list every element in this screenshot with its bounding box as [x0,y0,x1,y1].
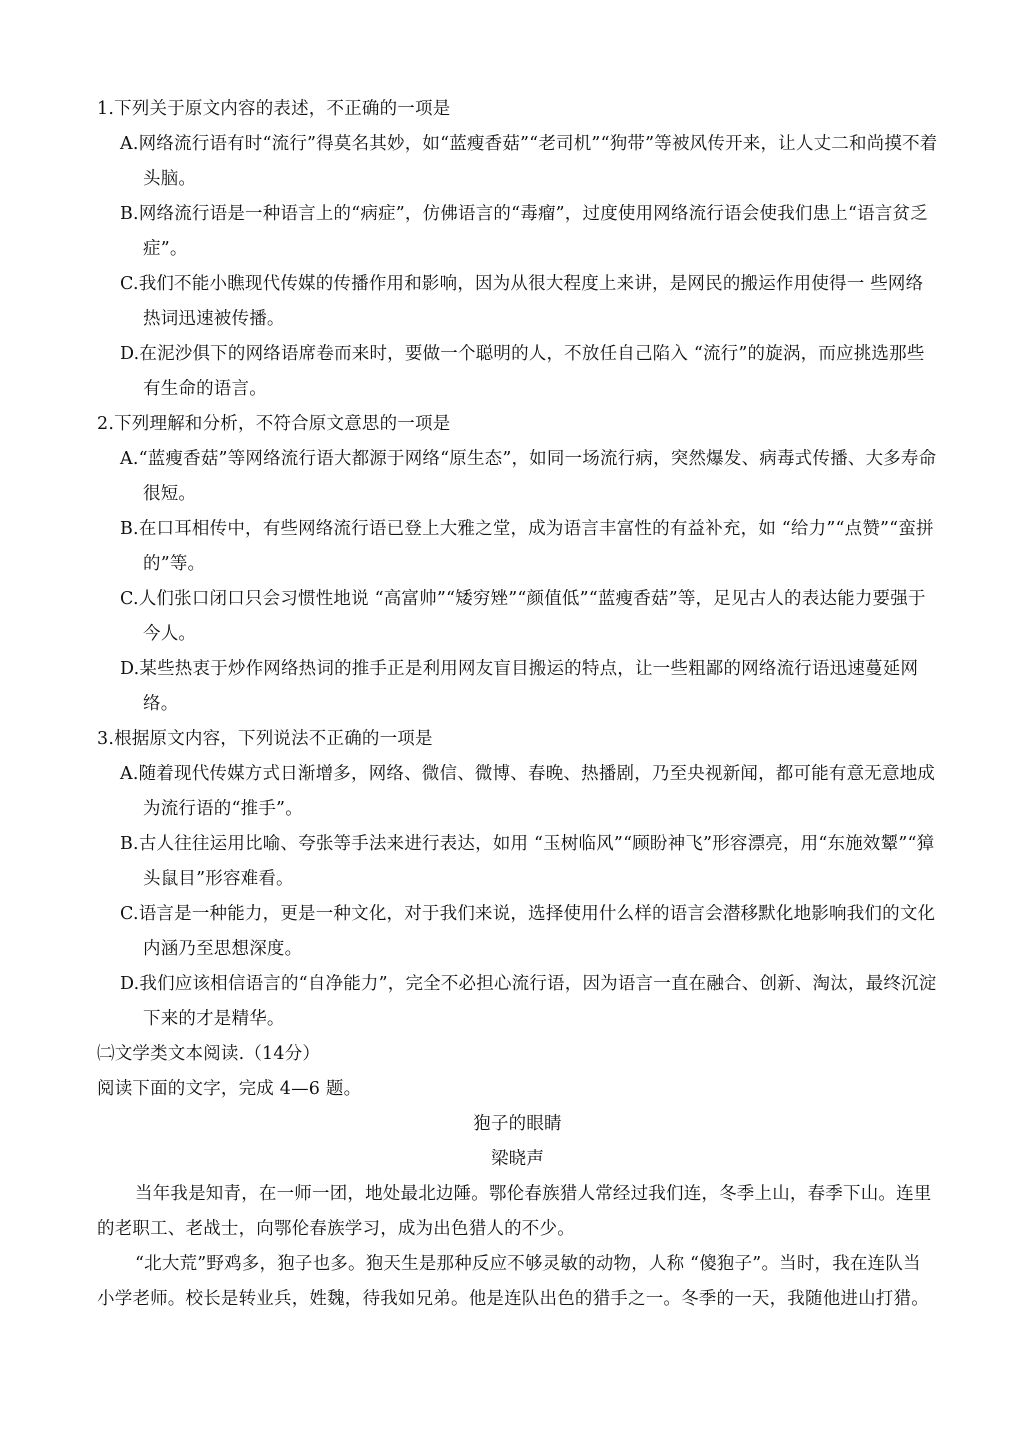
section-title: ㈡文学类文本阅读.（14分） [97,1044,321,1064]
story-title: 狍子的眼睛 [473,1114,562,1134]
story-paragraph: “北大荒”野鸡多，狍子也多。狍天生是那种反应不够灵敏的动物，人称 “傻狍子”。当时，我在连队当小学老师。校长是转业兵，姓魏，待我如兄弟。他是连队出色的猎手之一。冬季的一天，我随他进山打猎。 [97,1254,929,1309]
section-instruction: 阅读下面的文字，完成 4—6 题。 [97,1079,362,1099]
option-a: A.网络流行语有时“流行”得莫名其妙，如“蓝瘦香菇”“老司机”“狗带”等被风传开来，让人丈二和尚摸不着头脑。 [120,134,938,189]
question-stem: 1.下列关于原文内容的表述，不正确的一项是 [97,99,451,119]
option-c: C.语言是一种能力，更是一种文化，对于我们来说，选择使用什么样的语言会潜移默化地影响我们的文化内涵乃至思想深度。 [120,904,936,959]
option-c: C.人们张口闭口只会习惯性地说 “高富帅”“矮穷矬”“颜值低”“蓝瘦香菇”等，足见古人的表达能力要强于今人。 [120,589,926,644]
question-2 [97,407,938,722]
option-d: D.某些热衷于炒作网络热词的推手正是利用网友盲目搬运的特点，让一些粗鄙的网络流行语迅速蔓延网络。 [120,659,919,714]
story-author: 梁晓声 [490,1149,545,1169]
option-c: C.我们不能小瞧现代传媒的传播作用和影响，因为从很大程度上来讲，是网民的搬运作用使得一 些网络热词迅速被传播。 [120,274,924,329]
option-d: D.在泥沙俱下的网络语席卷而来时，要做一个聪明的人，不放任自己陷入 “流行”的旋涡，而应挑选那些有生命的语言。 [120,344,925,399]
option-a: A.“蓝瘦香菇”等网络流行语大都源于网络“原生态”，如同一场流行病，突然爆发、病毒式传播、大多寿命很短。 [120,449,937,504]
question-3 [97,722,938,1037]
option-b: B.网络流行语是一种语言上的“病症”，仿佛语言的“毒瘤”，过度使用网络流行语会使我们患上“语言贫乏症”。 [120,204,928,259]
option-a: A.随着现代传媒方式日渐增多，网络、微信、微博、春晚、热播剧，乃至央视新闻，都可能有意无意地成为流行语的“推手”。 [120,764,936,819]
question-1 [97,92,938,407]
option-b: B.在口耳相传中，有些网络流行语已登上大雅之堂，成为语言丰富性的有益补充，如 “给力”“点赞”“蛮拼的”等。 [120,519,934,574]
option-d: D.我们应该相信语言的“自净能力”，完全不必担心流行语，因为语言一直在融合、创新、淘汰，最终沉淀下来的才是精华。 [120,974,937,1029]
question-stem: 3.根据原文内容，下列说法不正确的一项是 [97,729,433,749]
question-stem: 2.下列理解和分析，不符合原文意思的一项是 [97,414,451,434]
story-paragraph: 当年我是知青，在一师一团，地处最北边陲。鄂伦春族猎人常经过我们连，冬季上山，春季下山。连里的老职工、老战士，向鄂伦春族学习，成为出色猎人的不少。 [97,1184,932,1239]
option-b: B.古人往往运用比喻、夸张等手法来进行表达，如用 “玉树临风”“顾盼神飞”形容漂亮，用“东施效颦”“獐头鼠目”形容难看。 [120,834,935,889]
